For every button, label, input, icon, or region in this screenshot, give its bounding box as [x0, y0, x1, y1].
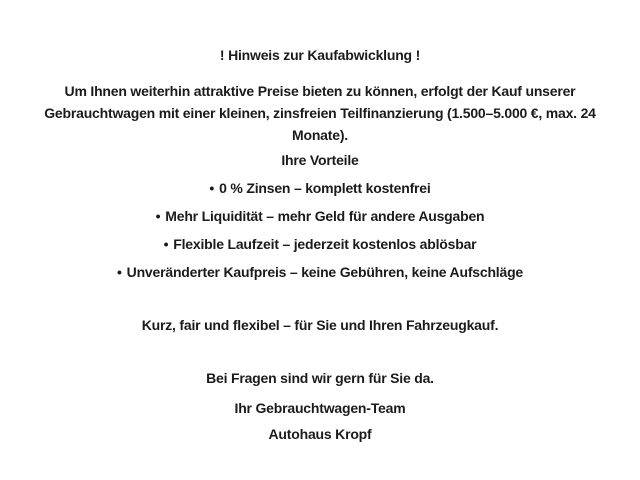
bullet-item	[0, 261, 640, 283]
bullet-item-text: Mehr Liquidität – mehr Geld für andere Ausgaben	[165, 208, 485, 224]
bullet-marker: •	[155, 208, 161, 224]
notice-title: ! Hinweis zur Kaufabwicklung !	[219, 47, 421, 63]
bullet-marker: •	[209, 180, 215, 196]
benefits-list	[0, 177, 640, 283]
bullet-item-text: Unveränderter Kaufpreis – keine Gebühren, keine Aufschläge	[126, 264, 524, 280]
closing-line-team: Ihr Gebrauchtwagen-Team	[234, 400, 406, 416]
closing-line-contact: Bei Fragen sind wir gern für Sie da.	[206, 370, 434, 386]
bullet-item	[0, 177, 640, 199]
bullet-item-text: Flexible Laufzeit – jederzeit kostenlos ablösbar	[173, 236, 477, 252]
benefits-heading: Ihre Vorteile	[281, 152, 359, 168]
closing-block	[0, 367, 640, 445]
bullet-item	[0, 233, 640, 255]
intro-line-2: Gebrauchtwagen mit einer kleinen, zinsfreien Teilfinanzierung (1.500–5.000 €, max. 24	[44, 105, 596, 121]
bullet-marker: •	[163, 236, 169, 252]
intro-line-3: Monate).	[292, 127, 348, 143]
intro-paragraph	[0, 80, 640, 146]
intro-line-1: Um Ihnen weiterhin attraktive Preise bieten zu können, erfolgt der Kauf unserer	[64, 83, 576, 99]
bullet-marker: •	[116, 264, 122, 280]
bullet-item-text: 0 % Zinsen – komplett kostenfrei	[219, 180, 431, 196]
closing-line-company: Autohaus Kropf	[268, 426, 372, 442]
tagline: Kurz, fair und flexibel – für Sie und Ihren Fahrzeugkauf.	[141, 317, 499, 333]
bullet-item	[0, 205, 640, 227]
